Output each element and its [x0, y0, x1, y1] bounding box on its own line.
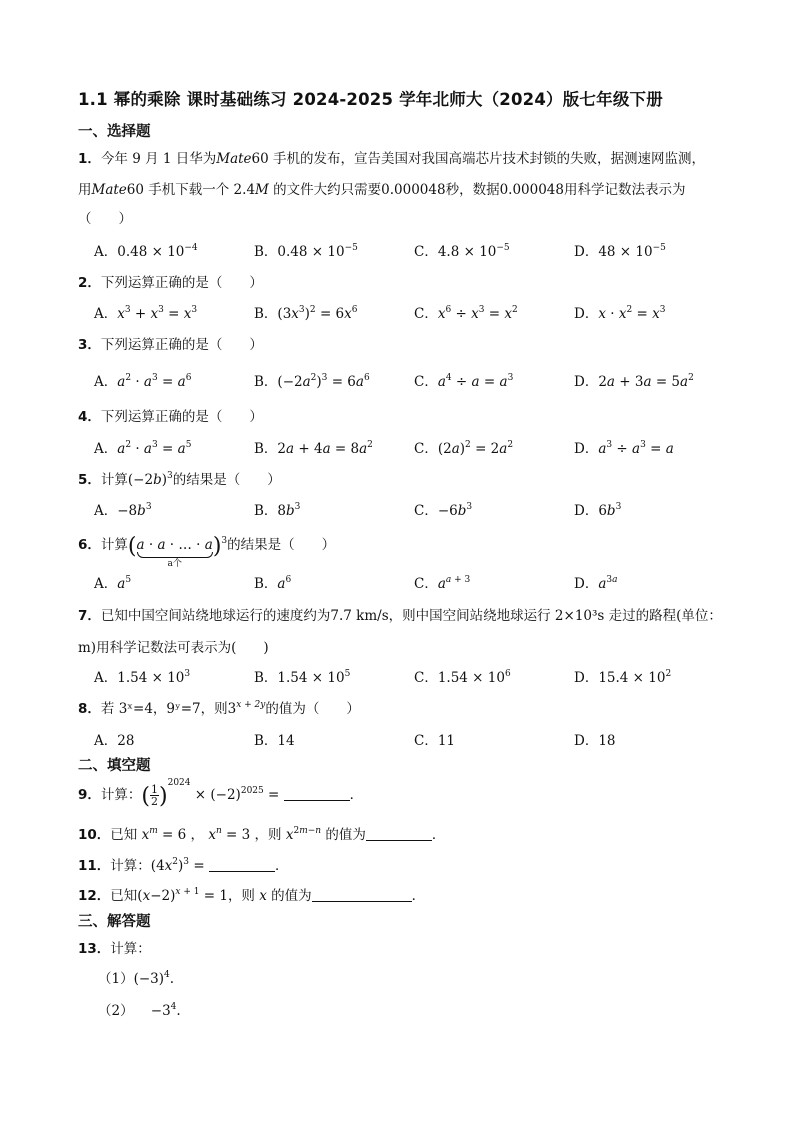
question-8-options [94, 729, 734, 749]
option-c[interactable]: C．$-6b^3$ [414, 502, 473, 519]
question-10: 10．已知 $x^m = 6$ ， $x^n = 3$ ，则 $x^{2m-n}$ 的值为 ． [78, 826, 446, 843]
answer-blank-9[interactable] [284, 788, 350, 801]
option-c[interactable]: C．$4.8 \times 10^{-5}$ [414, 243, 510, 260]
option-a[interactable]: A．$a^2 \cdot a^3 = a^5$ [94, 440, 192, 457]
question-3-options [94, 370, 734, 390]
option-b[interactable]: B．$1.54 \times 10^5$ [254, 669, 351, 686]
question-4-options [94, 437, 734, 457]
option-d[interactable]: D．$15.4 \times 10^2$ [574, 669, 672, 686]
section-fill-blank: 二、填空题 [78, 758, 151, 774]
option-d[interactable]: D．$6b^3$ [574, 502, 622, 519]
question-6: 6．计算(a · a · … · a a个 )$^3$的结果是（ ） [78, 534, 336, 569]
section-solve: 三、解答题 [78, 914, 151, 930]
option-a[interactable]: A．28 [94, 733, 135, 749]
option-c[interactable]: C．$a^{a + 3}$ [414, 575, 471, 592]
option-a[interactable]: A．$a^2 \cdot a^3 = a^6$ [94, 373, 192, 390]
question-6-options [94, 572, 734, 592]
question-9: 9．计算：( $\frac{1}{2}$ )$^{2024} \times (-2)^{2025}$ = ． [78, 778, 364, 809]
option-b[interactable]: B．$(3x^3)^2 = 6x^6$ [254, 305, 358, 322]
question-1-options [94, 240, 734, 260]
option-d[interactable]: D．$a^3 \div a^3 = a$ [574, 440, 674, 457]
question-7-line-1: 7．已知中国空间站绕地球运行的速度约为7.7 km/s，则中国空间站绕地球运行 2×10³s 走过的路程(单位： [78, 608, 722, 624]
question-13-part-2: （2） $-3^4$. [98, 1002, 181, 1019]
question-1-paren: （ ） [78, 211, 132, 227]
answer-blank-11[interactable] [209, 859, 275, 872]
question-5-options [94, 499, 734, 519]
option-b[interactable]: B．$a^6$ [254, 575, 292, 592]
option-c[interactable]: C．$1.54 \times 10^6$ [414, 669, 511, 686]
option-a[interactable]: A．$x^3 + x^3 = x^3$ [94, 305, 198, 322]
question-1-line-1: 1．今年 9 月 1 日华为Mate60 手机的发布，宣告美国对我国高端芯片技术封锁的失败，据测速网监测， [78, 151, 706, 167]
option-c[interactable]: C．$a^4 \div a = a^3$ [414, 373, 514, 390]
option-d[interactable]: D．$2a + 3a = 5a^2$ [574, 373, 694, 390]
option-a[interactable]: A．$1.54 \times 10^3$ [94, 669, 191, 686]
question-13-part-1: $(1)(-3)^4$. [98, 970, 175, 987]
option-a[interactable]: A．$a^5$ [94, 575, 132, 592]
fraction-one-half: $\frac{1}{2}$ [151, 783, 158, 808]
answer-blank-12[interactable] [312, 889, 412, 902]
question-2: 2．下列运算正确的是（ ） [78, 275, 263, 291]
question-12: 12．已知$(x-2)^{x + 1} = 1$，则 x 的值为 ． [78, 887, 426, 904]
question-7-line-2: m)用科学记数法可表示为( ) [78, 640, 269, 656]
question-11: 11．计算：$(4x^2)^3$ = ． [78, 857, 289, 874]
option-c[interactable]: C．11 [414, 733, 456, 749]
option-d[interactable]: D．18 [574, 733, 616, 749]
question-7-options [94, 666, 734, 686]
option-d[interactable]: D．$48 \times 10^{-5}$ [574, 243, 666, 260]
section-choice: 一、选择题 [78, 124, 151, 140]
option-d[interactable]: D．$a^{3a}$ [574, 575, 618, 592]
question-3: 3．下列运算正确的是（ ） [78, 337, 263, 353]
question-13: 13．计算： [78, 941, 151, 957]
option-b[interactable]: B．$2a + 4a = 8a^2$ [254, 440, 373, 457]
question-5: 5．计算$(-2b)^3$的结果是（ ） [78, 471, 281, 488]
question-2-options [94, 302, 734, 322]
option-b[interactable]: B．$(-2a^2)^3 = 6a^6$ [254, 373, 370, 390]
question-4: 4．下列运算正确的是（ ） [78, 409, 263, 425]
option-c[interactable]: C．$x^6 \div x^3 = x^2$ [414, 305, 518, 322]
option-c[interactable]: C．$(2a)^2 = 2a^2$ [414, 440, 514, 457]
option-a[interactable]: A．$-8b^3$ [94, 502, 152, 519]
answer-blank-10[interactable] [366, 828, 432, 841]
underbrace-product: a · a · … · a a个 [136, 537, 213, 569]
question-8: 8．若 3ˣ=4，9ʸ=7，则$3^{x + 2y}$的值为（ ） [78, 700, 360, 717]
option-b[interactable]: B．$0.48 \times 10^{-5}$ [254, 243, 358, 260]
option-a[interactable]: A．$0.48 \times 10^{-4}$ [94, 243, 198, 260]
page-title: 1.1 幂的乘除 课时基础练习 2024-2025 学年北师大（2024）版七年级下册 [78, 90, 663, 109]
option-b[interactable]: B．$8b^3$ [254, 502, 301, 519]
option-b[interactable]: B．14 [254, 733, 295, 749]
option-d[interactable]: D．$x \cdot x^2 = x^3$ [574, 305, 666, 322]
question-1-line-2: 用Mate60 手机下载一个 2.4M 的文件大约只需要0.000048秒，数据0.000048用科学记数法表示为 [78, 182, 686, 198]
